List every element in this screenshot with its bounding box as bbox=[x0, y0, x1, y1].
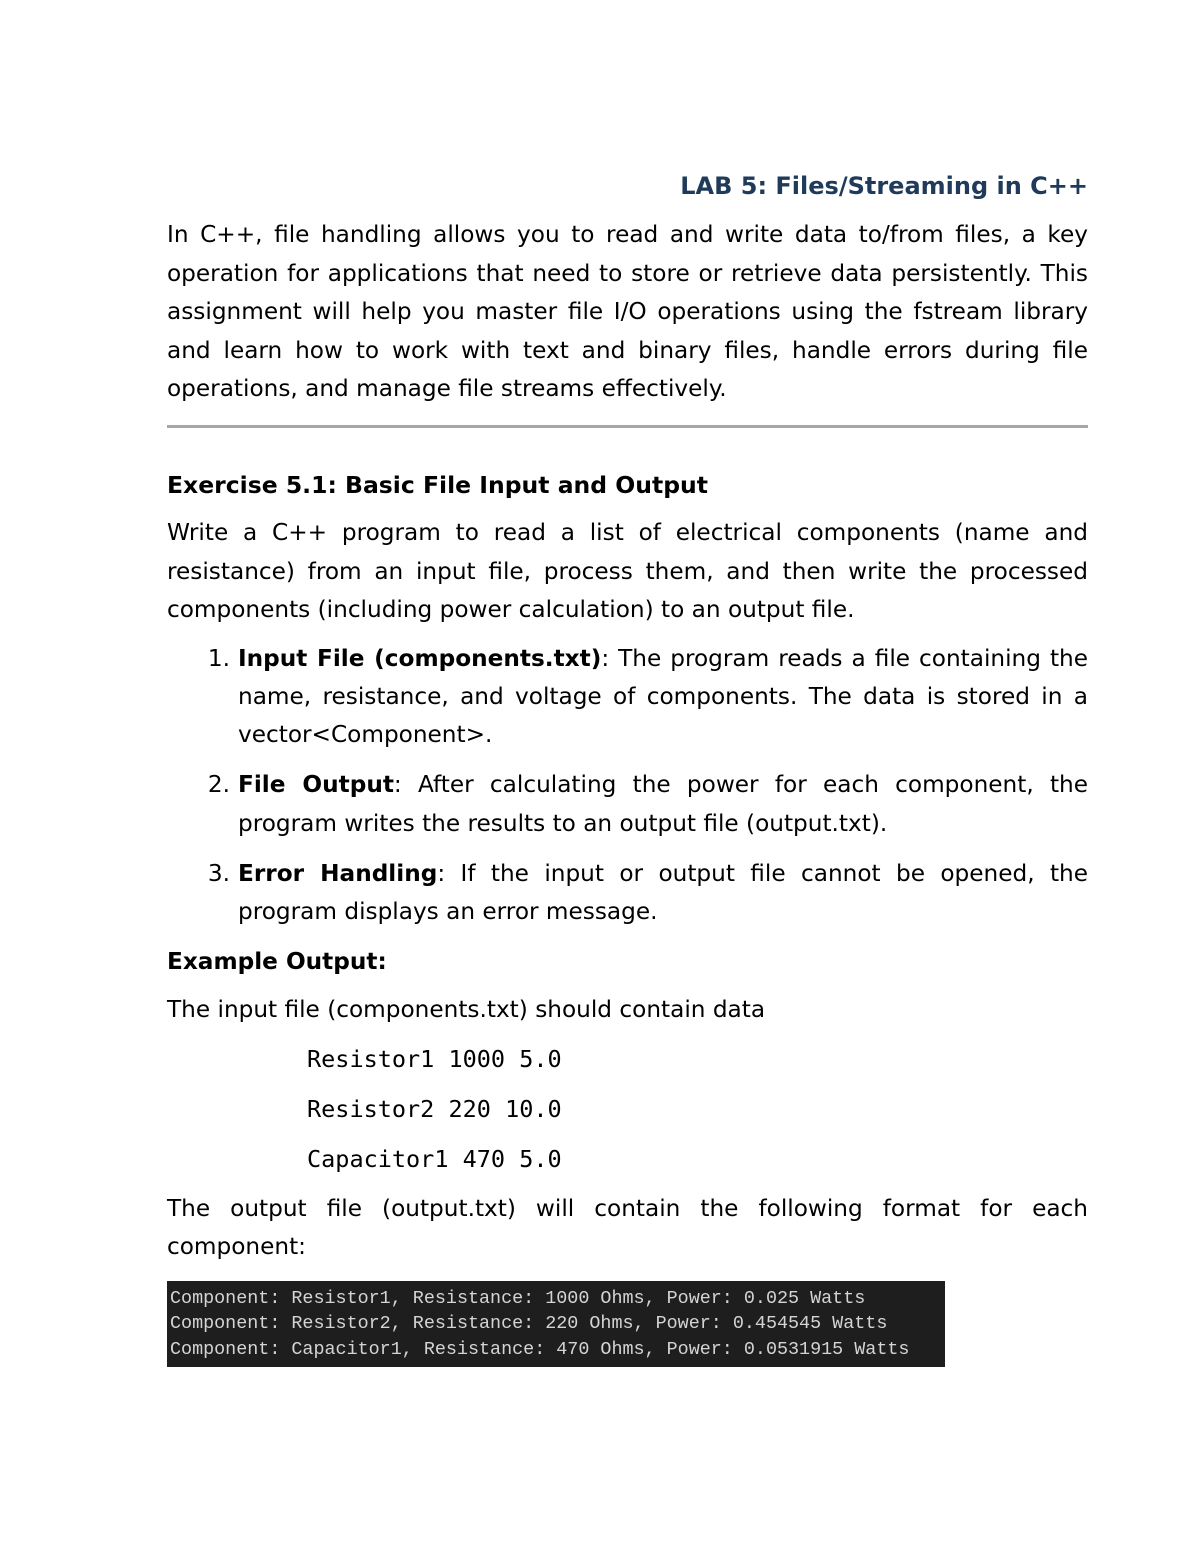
console-line: Component: Resistor2, Resistance: 220 Ohms, Power: 0.454545 Watts bbox=[170, 1313, 888, 1335]
output-console-screenshot bbox=[167, 1281, 945, 1367]
step-label: Error Handling bbox=[238, 859, 438, 887]
steps-list bbox=[167, 640, 1088, 931]
step-detail: : The program reads a file containing the name, resistance, and voltage of components. The data is stored in a vector<Component>. bbox=[238, 644, 1088, 749]
input-file-sample bbox=[307, 1040, 1088, 1178]
step-label: Input File (components.txt) bbox=[238, 644, 602, 672]
input-line: Resistor2 220 10.0 bbox=[307, 1094, 562, 1123]
step-detail: : After calculating the power for each component, the program writes the results to an output file (output.txt). bbox=[238, 771, 1089, 837]
step-text bbox=[238, 640, 1088, 755]
step-number: 2. bbox=[207, 771, 230, 799]
exercise-title: Exercise 5.1: Basic File Input and Output bbox=[167, 470, 709, 499]
step-number: 1. bbox=[207, 644, 230, 672]
intro-paragraph: In C++, file handling allows you to read and write data to/from files, a key operation for applications that need to store or retrieve data persistently. This assignment will help you master file I/O operations using the fstream library and learn how to work with text and binary files, handle errors during file operations, and manage file streams effectively. bbox=[167, 221, 1088, 403]
console-line: Component: Capacitor1, Resistance: 470 Ohms, Power: 0.0531915 Watts bbox=[170, 1338, 910, 1360]
lab-title: LAB 5: Files/Streaming in C++ bbox=[680, 172, 1088, 200]
step-text bbox=[238, 855, 1088, 931]
example-heading: Example Output: bbox=[167, 948, 387, 976]
input-line: Capacitor1 470 5.0 bbox=[307, 1144, 562, 1173]
step-detail: : If the input or output file cannot be opened, the program displays an error message. bbox=[238, 859, 1089, 925]
list-item bbox=[167, 855, 1088, 931]
output-intro: The output file (output.txt) will contain the following format for each component: bbox=[167, 1194, 1088, 1261]
console-line: Component: Resistor1, Resistance: 1000 Ohms, Power: 0.025 Watts bbox=[170, 1287, 866, 1309]
step-number: 3. bbox=[207, 859, 230, 887]
list-item bbox=[167, 766, 1088, 842]
step-text bbox=[238, 766, 1088, 842]
step-label: File Output bbox=[238, 771, 394, 799]
document-page bbox=[167, 168, 1088, 1367]
input-line: Resistor1 1000 5.0 bbox=[307, 1044, 562, 1073]
input-intro: The input file (components.txt) should contain data bbox=[167, 996, 766, 1024]
exercise-description: Write a C++ program to read a list of electrical components (name and resistance) from an input file, process them, and then write the processed components (including power calculation) to an output file. bbox=[167, 518, 1088, 624]
horizontal-divider bbox=[167, 425, 1088, 428]
list-item bbox=[167, 640, 1088, 755]
